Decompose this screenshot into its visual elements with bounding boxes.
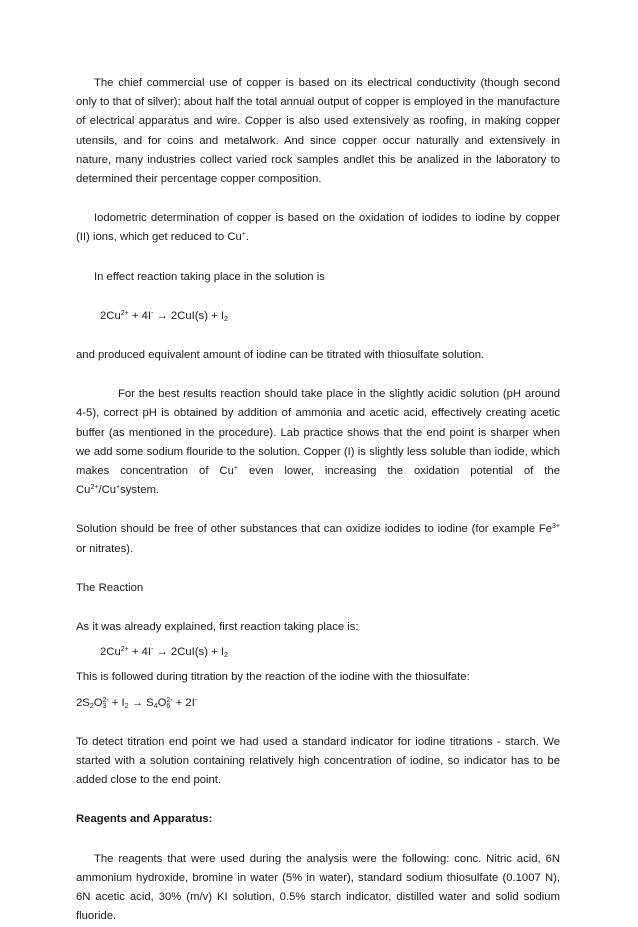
eq1-part-c: → 2CuI(s) + I <box>153 309 224 322</box>
eq2-sup-b: - <box>151 646 154 654</box>
p5-sup-3: + <box>116 484 121 492</box>
eq3-sub-b: 3 <box>102 702 107 710</box>
eq3-sup-b: 2- <box>102 696 109 704</box>
eq2-part-a: 2Cu <box>100 646 121 659</box>
p6-text-2: or nitrates). <box>76 542 134 555</box>
equation-1 <box>76 307 560 326</box>
eq3-sup-f: - <box>194 696 198 704</box>
eq3-sub-e: 6 <box>166 702 171 710</box>
eq3-part-c: + I <box>108 696 125 709</box>
eq1-sup-a: 2+ <box>120 309 129 317</box>
equation-2 <box>76 643 560 662</box>
eq1-sup-b: - <box>151 309 154 317</box>
p5-text-4: system. <box>120 484 160 497</box>
paragraph-iodometric-end: . <box>245 231 250 244</box>
eq1-part-b: + 4I <box>128 309 152 322</box>
paragraph-end-point: To detect titration end point we had used a standard indicator for iodine titrations - starch. We started with a solution containing relatively high concentration of iodine, so indicator has to be added close to the end point. <box>76 735 560 787</box>
paragraph-followed-by: This is followed during titration by the reaction of the iodine with the thiosulfate: <box>76 671 470 684</box>
paragraph-free-of-oxidizers <box>76 520 560 558</box>
eq1-sub-c: 2 <box>223 315 228 323</box>
eq1-part-a: 2Cu <box>100 309 121 322</box>
paragraph-first-reaction: As it was already explained, first reaction taking place is: <box>76 621 359 634</box>
eq2-part-c: → 2CuI(s) + I <box>153 646 224 659</box>
eq2-sub-c: 2 <box>223 652 228 660</box>
paragraph-best-results <box>76 385 560 500</box>
eq3-sub-c: 2 <box>124 702 129 710</box>
eq3-part-e: O <box>157 696 167 709</box>
eq2-sup-a: 2+ <box>120 646 129 654</box>
p6-sup-1: 3+ <box>552 523 560 531</box>
paragraph-effect-reaction: In effect reaction taking place in the solution is <box>94 270 325 283</box>
section-the-reaction: The Reaction <box>76 581 144 594</box>
paragraph-reagents-list: The reagents that were used during the analysis were the following: conc. Nitric acid, 6N ammonium hydroxide, bromine in water (5% in water), standard sodium thiosulfate (0.1007 N), 6N acetic acid, 30% (m/v) KI solution, 0.5% starch indicator, distilled water and solid sodium fluoride. <box>76 852 560 923</box>
eq3-sub-d: 4 <box>153 702 158 710</box>
cu-plus-superscript: + <box>241 231 246 239</box>
eq3-part-d: → S <box>128 696 154 709</box>
equation-3 <box>76 694 560 713</box>
paragraph-iodometric <box>76 209 560 247</box>
eq3-sup-e: 2- <box>166 696 173 704</box>
heading-reagents: Reagents and Apparatus: <box>76 813 213 826</box>
eq2-part-b: + 4I <box>128 646 152 659</box>
p6-text-1: Solution should be free of other substances that can oxidize iodides to iodine (for example Fe <box>76 523 553 536</box>
paragraph-iodometric-text: Iodometric determination of copper is based on the oxidation of iodides to iodine by copper (II) ions, which get reduced to Cu <box>76 212 560 244</box>
p5-sup-1: + <box>233 465 238 473</box>
eq3-part-f: + 2I <box>172 696 195 709</box>
p5-text-3: /Cu <box>98 484 117 497</box>
paragraph-copper-uses: The chief commercial use of copper is based on its electrical conductivity (though second only to that of silver); about half the total annual output of copper is employed in the manufacture of electrical apparatus and wire. Copper is also used extensively as roofing, in making copper utensils, and for coins and metalwork. And since copper occur naturally and extensively in nature, many industries collect varied rock samples andlet this be analized in the laboratory to determined their percentage copper composition. <box>76 77 560 186</box>
eq3-sub-a: 2 <box>89 702 94 710</box>
p5-text-2: even lower, increasing the oxidation potential of the Cu <box>76 465 560 497</box>
eq3-part-a: 2S <box>76 696 90 709</box>
eq3-part-b: O <box>93 696 103 709</box>
p5-sup-2: 2+ <box>90 484 99 492</box>
p5-text-1: For the best results reaction should take place in the slightly acidic solution (pH around 4-5), correct pH is obtained by addition of ammonia and acetic acid, effectively creating acetic buffer (as mentioned in the procedure). Lab practice shows that the end point is sharper when we add some sodium flouride to the solution. Copper (I) is slightly less soluble than iodide, which makes concentration of Cu <box>76 388 560 478</box>
paragraph-equivalent-iodine: and produced equivalent amount of iodine can be titrated with thiosulfate solution. <box>76 349 485 362</box>
